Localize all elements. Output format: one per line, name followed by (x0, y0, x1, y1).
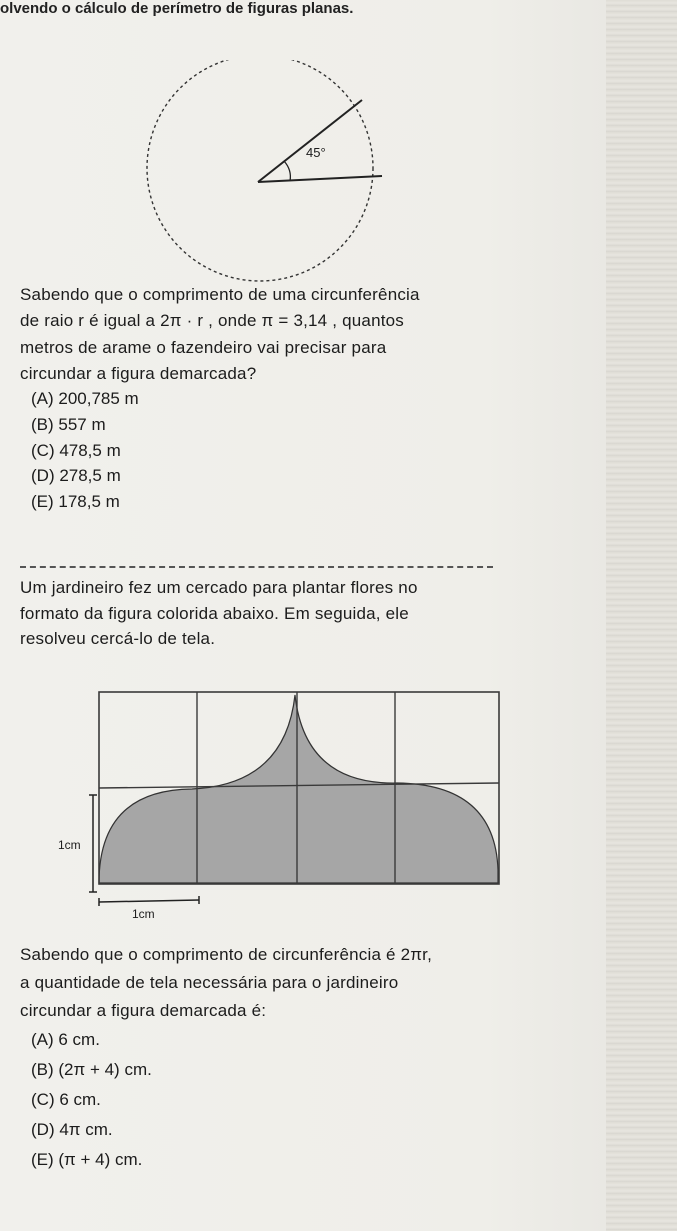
question1-line-4: circundar a figura demarcada? (20, 364, 257, 383)
dashed-circle (147, 60, 373, 281)
question2-intro-line-3: resolveu cercá-lo de tela. (20, 629, 216, 648)
question2-line-1: Sabendo que o comprimento de circunferência é 2πr, (20, 945, 433, 964)
question1-line-1: Sabendo que o comprimento de uma circunferência (20, 285, 420, 304)
question2-intro-line-1: Um jardineiro fez um cercado para plantar flores no (20, 578, 418, 597)
question2-option-e[interactable]: (E) (π + 4) cm. (31, 1150, 143, 1169)
question1-option-a[interactable]: (A) 200,785 m (31, 389, 139, 408)
vertical-scale-label: 1cm (58, 838, 81, 852)
grid-shape-figure (85, 680, 505, 910)
question2-line-3: circundar a figura demarcada é: (20, 1001, 267, 1020)
question1-option-d[interactable]: (D) 278,5 m (31, 466, 121, 485)
question2-option-b[interactable]: (B) (2π + 4) cm. (31, 1060, 152, 1079)
angle-arc (284, 161, 290, 181)
question2-option-c[interactable]: (C) 6 cm. (31, 1090, 101, 1109)
horizontal-scale-line (99, 900, 199, 902)
question2-option-d[interactable]: (D) 4π cm. (31, 1120, 113, 1139)
question2-option-a[interactable]: (A) 6 cm. (31, 1030, 100, 1049)
question1-option-b[interactable]: (B) 557 m (31, 415, 106, 434)
shaded-region (99, 695, 498, 883)
question2-line-2: a quantidade de tela necessária para o jardineiro (20, 973, 399, 992)
page-header: olvendo o cálculo de perímetro de figuras planas. (0, 0, 354, 17)
question2-intro-line-2: formato da figura colorida abaixo. Em seguida, ele (20, 604, 409, 623)
angle-label: 45° (306, 145, 326, 160)
section-divider (20, 566, 493, 568)
radius-horizontal (258, 176, 382, 182)
radius-diagonal (258, 100, 362, 182)
question1-line-3: metros de arame o fazendeiro vai precisar para (20, 338, 387, 357)
background-surface (606, 0, 677, 1231)
question1-option-e[interactable]: (E) 178,5 m (31, 492, 120, 511)
horizontal-scale-label: 1cm (132, 907, 155, 921)
question1-option-c[interactable]: (C) 478,5 m (31, 441, 121, 460)
question1-line-2: de raio r é igual a 2π · r , onde π = 3,14 , quantos (20, 311, 405, 330)
circle-sector-figure (140, 60, 400, 290)
